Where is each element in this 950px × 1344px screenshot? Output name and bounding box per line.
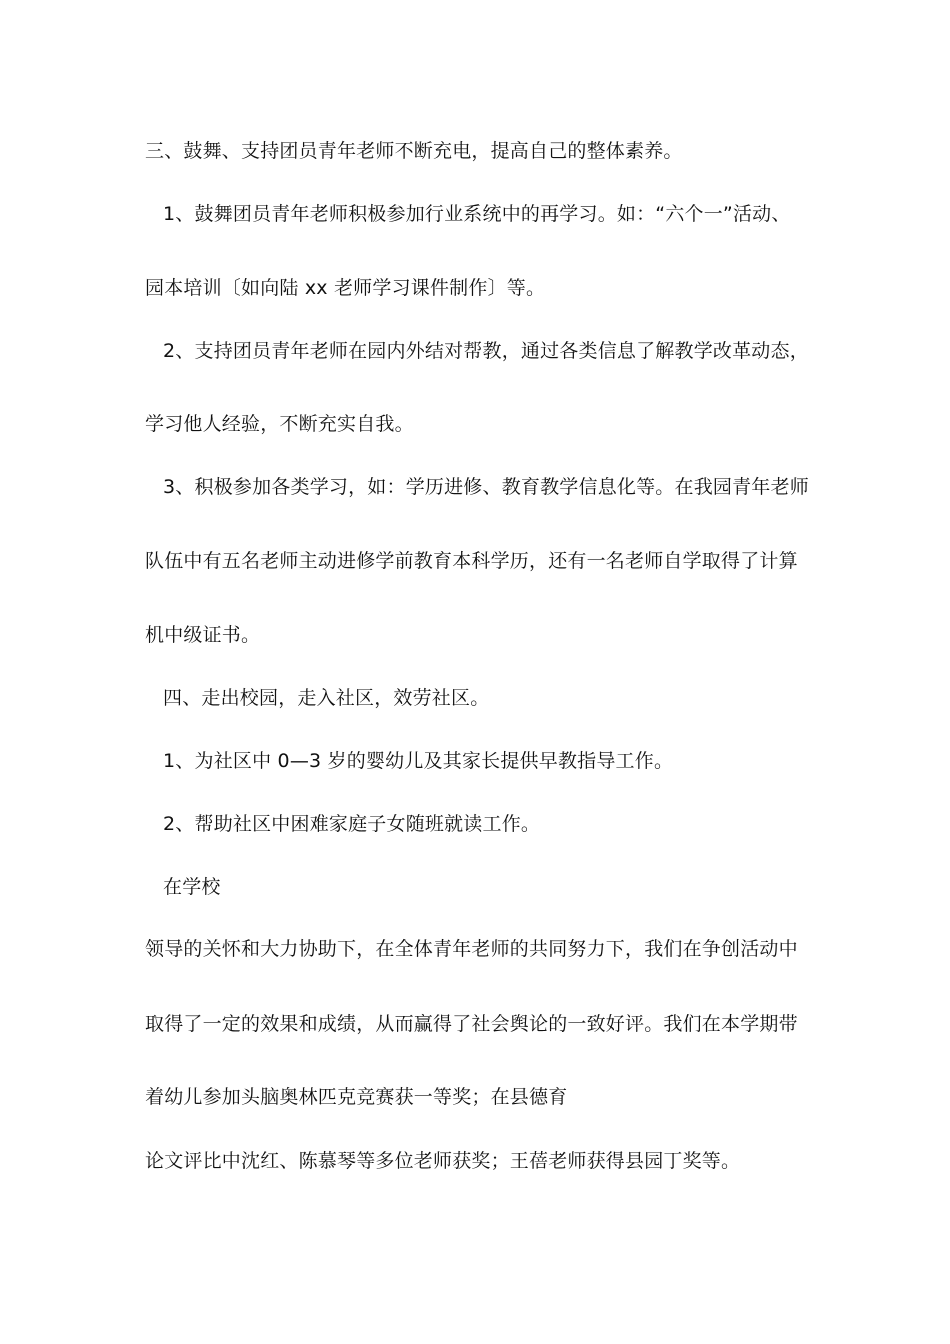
section-heading-3: 三、鼓舞、支持团员青年老师不断充电，提高自己的整体素养。	[145, 140, 683, 162]
paragraph-line: 学习他人经验，不断充实自我。	[145, 413, 414, 435]
paragraph-line: 着幼儿参加头脑奥林匹克竞赛获一等奖；在县德育	[145, 1086, 568, 1108]
paragraph-line: 队伍中有五名老师主动进修学前教育本科学历，还有一名老师自学取得了计算	[145, 550, 798, 572]
paragraph-line: 机中级证书。	[145, 624, 261, 646]
paragraph-line: 3、积极参加各类学习，如：学历进修、教育教学信息化等。在我园青年老师	[163, 476, 809, 498]
paragraph-line: 1、鼓舞团员青年老师积极参加行业系统中的再学习。如：“六个一”活动、	[163, 203, 791, 225]
paragraph-line: 2、支持团员青年老师在园内外结对帮教，通过各类信息了解教学改革动态，	[163, 340, 809, 362]
paragraph-line: 在学校	[163, 876, 221, 898]
paragraph-line: 园本培训〔如向陆 xx 老师学习课件制作〕等。	[145, 277, 546, 299]
paragraph-line: 领导的关怀和大力协助下，在全体青年老师的共同努力下，我们在争创活动中	[145, 938, 798, 960]
paragraph-line: 1、为社区中 0—3 岁的婴幼儿及其家长提供早教指导工作。	[163, 750, 674, 772]
paragraph-line: 取得了一定的效果和成绩，从而赢得了社会舆论的一致好评。我们在本学期带	[145, 1013, 798, 1035]
paragraph-line: 论文评比中沈红、陈慕琴等多位老师获奖；王蓓老师获得县园丁奖等。	[145, 1150, 741, 1172]
paragraph-line: 2、帮助社区中困难家庭子女随班就读工作。	[163, 813, 541, 835]
section-heading-4: 四、走出校园，走入社区，效劳社区。	[163, 687, 490, 709]
